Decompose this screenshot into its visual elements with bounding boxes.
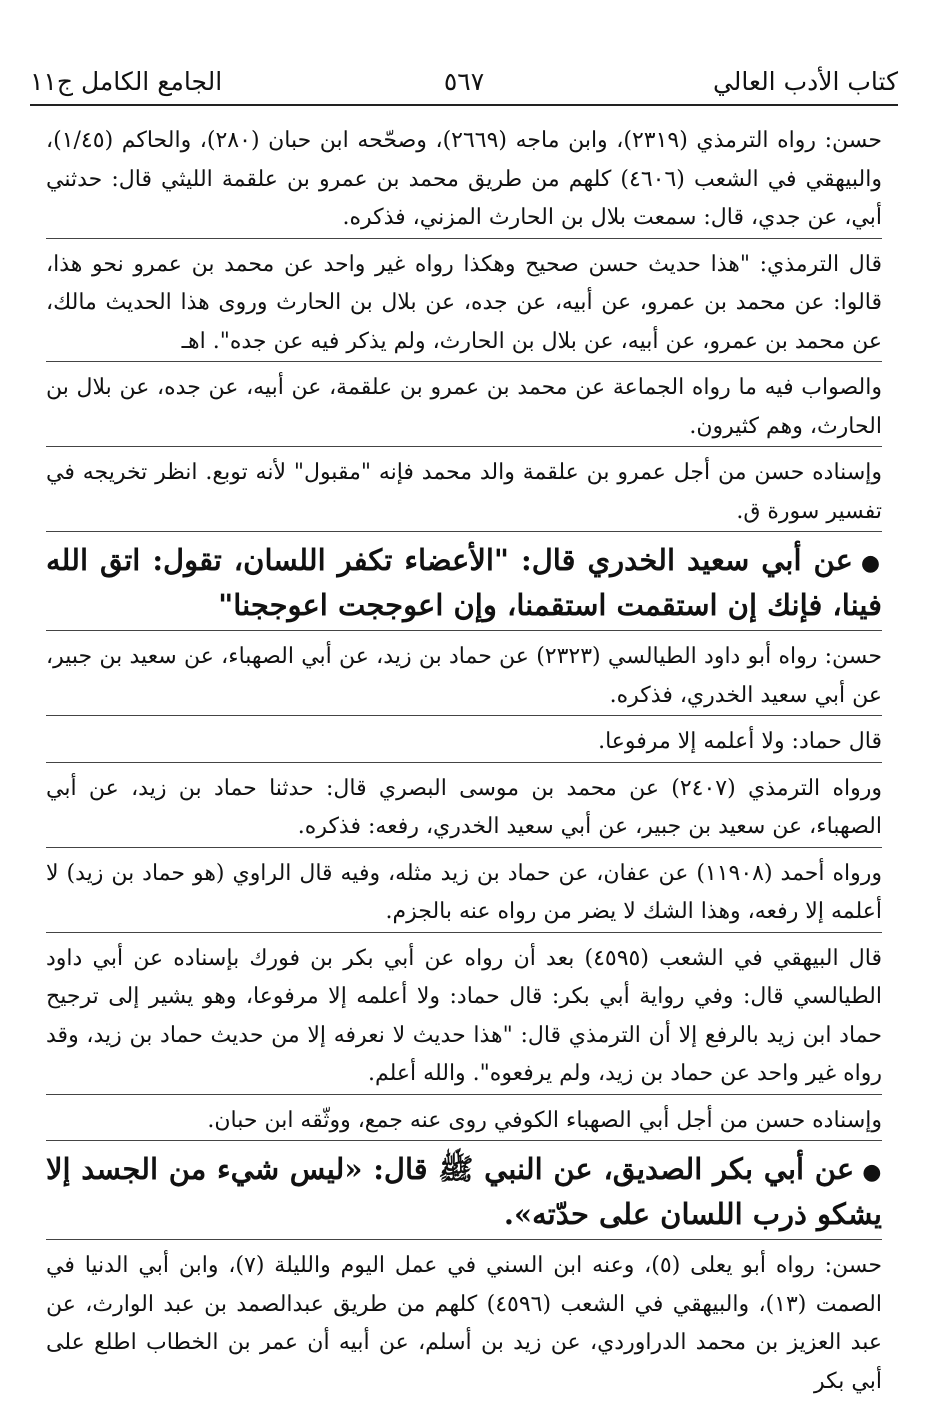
hadith-1-text: عن أبي سعيد الخدري قال: "الأعضاء تكفر اللسان، تقول: اتق الله فينا، فإنك إن استقمت استقمنا، وإن اعوججت اعوججنا": [46, 543, 882, 622]
commentary-block: [46, 122, 882, 239]
paragraph: حسن: رواه أبو داود الطيالسي (٢٣٢٣) عن حماد بن زيد، عن أبي الصهباء، عن سعيد بن جبير، عن أبي سعيد الخدري، فذكره.: [46, 644, 883, 708]
paragraph: وإسناده حسن من أجل عمرو بن علقمة والد محمد فإنه "مقبول" لأنه توبع. انظر تخريجه في تفسير سورة ق.: [46, 460, 882, 524]
bullet-icon: ●: [862, 1159, 882, 1185]
commentary-block: [46, 723, 882, 763]
commentary-block: [46, 369, 882, 447]
hadith-2-text: عن أبي بكر الصديق، عن النبي ﷺ قال: «ليس شيء من الجسد إلا يشكو ذرب اللسان على حدّته».: [46, 1152, 882, 1231]
paragraph: حسن: رواه أبو يعلى (٥)، وعنه ابن السني في عمل اليوم والليلة (٧)، وابن أبي الدنيا في الصمت (١٣)، والبيهقي في الشعب (٤٥٩٦) كلهم من طريق عبدالصمد بن عبد الوارث، عن عبد العزيز بن محمد الدراوردي، عن زيد بن أسلم، عن أبيه أن عمر بن الخطاب اطلع على أبي بكر: [46, 1253, 882, 1394]
commentary-block: [46, 246, 882, 363]
commentary-block: [46, 855, 882, 933]
paragraph: ورواه الترمذي (٢٤٠٧) عن محمد بن موسى البصري قال: حدثنا حماد بن زيد، عن أبي الصهباء، عن سعيد بن جبير، عن أبي سعيد الخدري، رفعه: فذكره.: [46, 775, 882, 839]
paragraph: قال حماد: ولا أعلمه إلا مرفوعا.: [598, 729, 882, 754]
hadith-text: [46, 1148, 882, 1239]
bullet-icon: ●: [860, 550, 882, 576]
commentary-block: [46, 940, 882, 1095]
page-number: ٥٦٧: [443, 67, 485, 96]
running-header: [30, 58, 898, 106]
hadith-text: [46, 539, 882, 630]
paragraph: ورواه أحمد (١١٩٠٨) عن عفان، عن حماد بن زيد مثله، وفيه قال الراوي (هو حماد بن زيد) لا أعلمه إلا رفعه، وهذا الشك لا يضر من رواه عنه بالجزم.: [46, 860, 882, 924]
paragraph: والصواب فيه ما رواه الجماعة عن محمد بن عمرو بن علقمة، عن أبيه، عن جده، عن بلال بن الحارث، وهم كثيرون.: [46, 375, 882, 439]
book-title: كتاب الأدب العالي: [712, 67, 898, 96]
page-body: [46, 122, 882, 1408]
commentary-block: [46, 1102, 882, 1142]
hadith-block: [46, 539, 882, 631]
paragraph: قال البيهقي في الشعب (٤٥٩٥) بعد أن رواه عن أبي بكر بن فورك بإسناده عن أبي داود الطيالسي قال: وفي رواية أبي بكر: قال حماد: ولا أعلمه إلا مرفوعا، وهو يشير إلى ترجيح حماد ابن زيد بالرفع إلا أن الترمذي قال: "هذا حديث لا نعرفه إلا من حديث حماد بن زيد، وقد رواه غير واحد عن حماد بن زيد، ولم يرفعوه". والله أعلم.: [46, 945, 882, 1086]
commentary-block: [46, 454, 882, 532]
volume-label: الجامع الكامل ج١١: [30, 67, 223, 96]
paragraph: حسن: رواه الترمذي (٢٣١٩)، وابن ماجه (٢٦٦٩)، وصحّحه ابن حبان (٢٨٠)، والحاكم (١/٤٥)، والبيهقي في الشعب (٤٦٠٦) كلهم من طريق محمد بن عمرو بن علقمة الليثي قال: حدثني أبي، عن جدي، قال: سمعت بلال بن الحارث المزني، فذكره.: [46, 128, 882, 230]
paragraph: قال الترمذي: "هذا حديث حسن صحيح وهكذا رواه غير واحد عن محمد بن عمرو نحو هذا، قالوا: عن محمد بن عمرو، عن أبيه، عن جده، عن بلال بن الحارث وروى هذا الحديث مالك، عن محمد بن عمرو، عن أبيه، عن بلال بن الحارث، ولم يذكر فيه عن جده". اهـ: [46, 251, 882, 354]
paragraph: وإسناده حسن من أجل أبي الصهباء الكوفي روى عنه جمع، ووثّقه ابن حبان.: [207, 1107, 882, 1133]
commentary-block: [46, 770, 882, 848]
hadith-block: [46, 1148, 882, 1240]
commentary-block: [46, 1247, 882, 1401]
commentary-block: [46, 638, 882, 716]
